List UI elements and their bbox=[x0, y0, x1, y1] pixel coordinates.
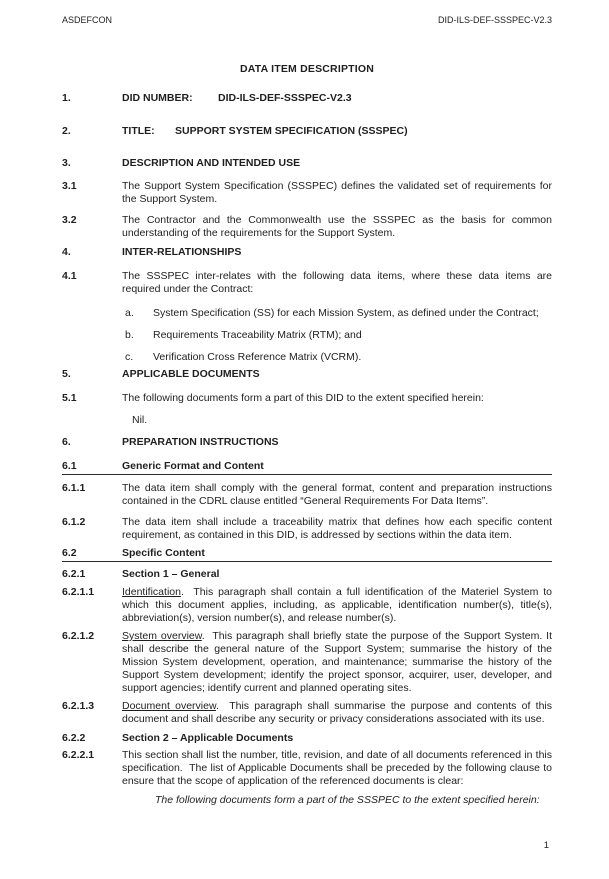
did-number-body bbox=[122, 92, 552, 105]
clause-number: 6.1.2 bbox=[62, 516, 86, 528]
clause-lead: Identification bbox=[122, 586, 181, 598]
title-label: TITLE: bbox=[122, 125, 155, 137]
clause-number: 6.2.1.1 bbox=[62, 586, 95, 598]
clause-6-2-1-1 bbox=[62, 586, 552, 625]
title-body bbox=[122, 125, 552, 138]
section-6-heading bbox=[62, 436, 552, 449]
clause-number: 3.1 bbox=[62, 180, 77, 192]
list-text: Requirements Traceability Matrix (RTM); and bbox=[153, 329, 362, 341]
clause-6-2-1-3 bbox=[62, 700, 552, 726]
clause-3-2 bbox=[62, 214, 552, 240]
clause-number: 6.2.1.3 bbox=[62, 700, 95, 712]
heading-text: Section 1 – General bbox=[122, 568, 220, 580]
clause-number: 6.1 bbox=[62, 460, 77, 472]
clause-text: The following documents form a part of this DID to the extent specified herein: bbox=[122, 392, 484, 404]
heading-text: Generic Format and Content bbox=[122, 460, 264, 472]
quoted-clause-text: The following documents form a part of the SSSPEC to the extent specified herein: bbox=[155, 794, 540, 806]
page-content bbox=[62, 0, 552, 807]
clause-lead: Document overview bbox=[122, 700, 216, 712]
did-number-value: DID-ILS-DEF-SSSPEC-V2.3 bbox=[218, 92, 352, 104]
clause-text: The Contractor and the Commonwealth use the SSSPEC as the basis for common understanding of the requirements for the Support System. bbox=[122, 214, 552, 239]
nil-text: Nil. bbox=[132, 414, 148, 426]
clause-body-text: . This paragraph shall summarise the purpose and contents of this document and shall describe any security or privacy considerations associated with its use. bbox=[122, 700, 553, 725]
list-item-c bbox=[62, 351, 552, 364]
clause-4-1 bbox=[62, 270, 552, 296]
page-number: 1 bbox=[543, 840, 549, 851]
clause-body-text: . This paragraph shall contain a full identification of the Materiel System to which this document applies, including, as applicable, identification number(s), title(s), abbreviation(s), version number(s), and release number(s). bbox=[122, 586, 552, 624]
clause-number: 3.2 bbox=[62, 214, 77, 226]
clause-text bbox=[122, 700, 552, 726]
clause-6-1-2 bbox=[62, 516, 552, 542]
clause-number: 6.1.1 bbox=[62, 482, 86, 494]
clause-number: 4. bbox=[62, 246, 71, 258]
clause-number: 6.2.2 bbox=[62, 732, 86, 744]
clause-number: 6.2.2.1 bbox=[62, 749, 95, 761]
list-text: Verification Cross Reference Matrix (VCRM). bbox=[153, 351, 362, 363]
section-4-heading bbox=[62, 246, 552, 259]
title-value: SUPPORT SYSTEM SPECIFICATION (SSSPEC) bbox=[175, 125, 408, 137]
section-5-heading bbox=[62, 368, 552, 381]
list-letter: c. bbox=[125, 351, 134, 363]
clause-number: 5.1 bbox=[62, 392, 77, 404]
heading-text: DESCRIPTION AND INTENDED USE bbox=[122, 157, 301, 169]
clause-text: This section shall list the number, title, revision, and date of all documents referenced in this specification. The list of Applicable Documents shall be preceded by the following clause to ensure that the scope of application of the referenced documents is clear: bbox=[122, 749, 552, 787]
document-title: DATA ITEM DESCRIPTION bbox=[239, 63, 375, 75]
heading-text: PREPARATION INSTRUCTIONS bbox=[122, 436, 279, 448]
clause-number: 5. bbox=[62, 368, 71, 380]
nil-row bbox=[62, 414, 552, 427]
page-header bbox=[62, 14, 552, 27]
heading-text: Section 2 – Applicable Documents bbox=[122, 732, 294, 744]
list-item-b bbox=[62, 329, 552, 342]
did-number-row bbox=[62, 92, 552, 105]
clause-text: The Support System Specification (SSSPEC) defines the validated set of requirements for the Support System. bbox=[122, 180, 552, 205]
header-doc-id: DID-ILS-DEF-SSSPEC-V2.3 bbox=[437, 15, 552, 25]
clause-number: 3. bbox=[62, 157, 71, 169]
quoted-clause-row bbox=[62, 794, 552, 807]
clause-lead: System overview bbox=[122, 630, 202, 642]
title-row bbox=[62, 125, 552, 138]
clause-6-2-1-2 bbox=[62, 630, 552, 695]
did-number-label: DID NUMBER: bbox=[122, 92, 193, 104]
clause-number: 4.1 bbox=[62, 270, 77, 282]
clause-3-1 bbox=[62, 180, 552, 206]
clause-number: 1. bbox=[62, 92, 71, 104]
section-6-2-heading bbox=[62, 547, 552, 562]
clause-text: The data item shall include a traceability matrix that defines how each specific content requirement, as contained in this DID, is addressed by sections within the data item. bbox=[122, 516, 552, 541]
clause-6-2-2-1 bbox=[62, 749, 552, 788]
clause-text: The data item shall comply with the general format, content and preparation instructions contained in the CDRL clause entitled “General Requirements For Data Items”. bbox=[122, 482, 552, 507]
section-6-2-2-heading bbox=[62, 732, 552, 745]
list-letter: b. bbox=[125, 329, 134, 341]
list-item-a bbox=[62, 307, 552, 320]
header-org: ASDEFCON bbox=[62, 15, 113, 25]
clause-text: The SSSPEC inter-relates with the following data items, where these data items are required under the Contract: bbox=[122, 270, 552, 295]
section-6-1-heading bbox=[62, 460, 552, 475]
clause-number: 6. bbox=[62, 436, 71, 448]
clause-text bbox=[122, 586, 552, 625]
section-6-2-1-heading bbox=[62, 568, 552, 581]
clause-5-1 bbox=[62, 392, 552, 405]
heading-text: APPLICABLE DOCUMENTS bbox=[122, 368, 260, 380]
list-letter: a. bbox=[125, 307, 134, 319]
section-3-heading bbox=[62, 157, 552, 170]
clause-text bbox=[122, 630, 552, 695]
clause-number: 6.2.1.2 bbox=[62, 630, 95, 642]
list-text: System Specification (SS) for each Mission System, as defined under the Contract; bbox=[153, 307, 539, 319]
clause-number: 2. bbox=[62, 125, 71, 137]
clause-number: 6.2 bbox=[62, 547, 77, 559]
heading-text: INTER-RELATIONSHIPS bbox=[122, 246, 242, 258]
heading-text: Specific Content bbox=[122, 547, 205, 559]
clause-body-text: . This paragraph shall briefly state the purpose of the Support System. It shall describe the general nature of the Support System; summarise the history of the Mission System development, operation, and maintenance; summarise the history of the Support System development; identify the project sponsor, acquirer, user, developer, and support agencies; identify current and planned operating sites. bbox=[122, 630, 552, 694]
clause-number: 6.2.1 bbox=[62, 568, 86, 580]
clause-6-1-1 bbox=[62, 482, 552, 508]
